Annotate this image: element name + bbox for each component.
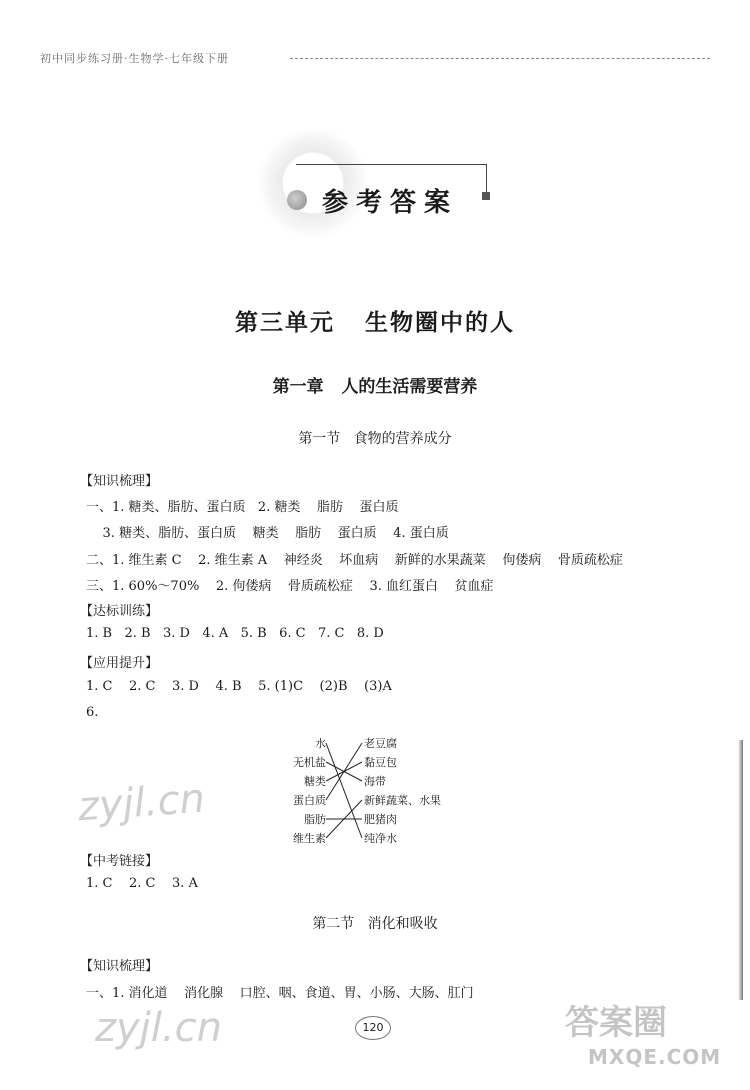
training-header: 【达标训练】 — [80, 604, 159, 619]
watermark-text-2: zyjl.cn — [95, 1005, 222, 1051]
knowledge-line-1: 一、1. 糖类、脂肪、蛋白质 2. 糖类 脂肪 蛋白质 — [86, 500, 399, 515]
section2-line-1: 一、1. 消化道 消化腺 口腔、咽、食道、胃、小肠、大肠、肛门 — [86, 986, 474, 1001]
knowledge-line-2: 3. 糖类、脂肪、蛋白质 糖类 脂肪 蛋白质 4. 蛋白质 — [86, 526, 449, 541]
matching-right-item: 新鲜蔬菜、水果 — [364, 794, 441, 807]
matching-left-item: 蛋白质 — [293, 794, 326, 807]
matching-right-item: 肥猪肉 — [364, 813, 397, 826]
training-answers: 1. B 2. B 3. D 4. A 5. B 6. C 7. C 8. D — [86, 626, 384, 641]
running-head-rule — [290, 58, 710, 59]
unit-title: 第三单元 生物圈中的人 — [234, 309, 516, 336]
knowledge-header: 【知识梳理】 — [80, 474, 159, 489]
page-edge-shadow — [738, 740, 743, 1000]
knowledge-header-2: 【知识梳理】 — [80, 959, 159, 974]
matching-left-item: 维生素 — [293, 832, 326, 845]
watermark-logo: 答案圈 — [565, 1003, 667, 1043]
apply-answers: 1. C 2. C 3. D 4. B 5. (1)C (2)B (3)A — [86, 679, 392, 694]
matching-left-item: 糖类 — [304, 775, 326, 788]
knowledge-line-3: 二、1. 维生素 C 2. 维生素 A 神经炎 坏血病 新鲜的水果蔬菜 佝偻病 骨质疏松症 — [86, 553, 623, 568]
exam-answers: 1. C 2. C 3. A — [86, 876, 198, 891]
watermark-url: MXQE.COM — [588, 1045, 722, 1069]
matching-right-item: 老豆腐 — [364, 737, 397, 750]
page-number: 120 — [355, 1016, 391, 1040]
banner-line — [296, 164, 486, 165]
apply-header: 【应用提升】 — [80, 656, 159, 671]
matching-left-item: 水 — [315, 737, 326, 750]
matching-left-item: 无机盐 — [293, 756, 326, 769]
banner-square-icon — [482, 192, 490, 200]
banner-dot-icon — [287, 190, 307, 210]
exam-header: 【中考链接】 — [80, 854, 159, 869]
matching-left-item: 脂肪 — [304, 813, 326, 826]
section-title-2: 第二节 消化和吸收 — [312, 916, 438, 932]
knowledge-line-4: 三、1. 60%～70% 2. 佝偻病 骨质疏松症 3. 血红蛋白 贫血症 — [86, 579, 494, 594]
matching-right-item: 海带 — [364, 775, 386, 788]
chapter-title: 第一章 人的生活需要营养 — [272, 377, 478, 397]
apply-question-6: 6. — [86, 705, 99, 720]
running-head: 初中同步练习册·生物学·七年级下册 — [40, 52, 229, 65]
matching-line — [326, 743, 362, 838]
matching-diagram — [270, 732, 470, 852]
banner-title: 参考答案 — [322, 188, 459, 218]
section-title: 第一节 食物的营养成分 — [298, 431, 452, 447]
matching-right-item: 黏豆包 — [364, 756, 397, 769]
watermark-text: zyjl.cn — [76, 775, 207, 831]
banner-line-vertical — [486, 164, 487, 194]
matching-right-item: 纯净水 — [364, 832, 397, 845]
